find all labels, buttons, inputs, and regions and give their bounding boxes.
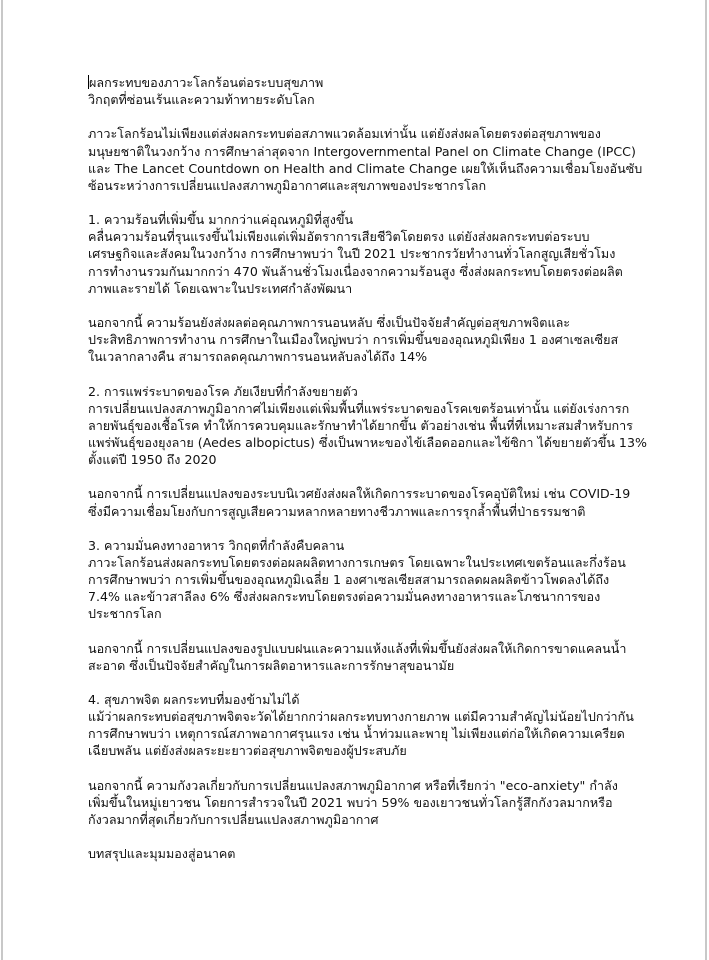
paragraph <box>88 640 688 674</box>
paragraph-line: การศึกษาพบว่า เหตุการณ์สภาพอากาศรุนแรง เช่น น้ำท่วมและพายุ ไม่เพียงแต่ก่อให้เกิดความเครียด <box>88 726 625 742</box>
section-heading: 1. ความร้อนที่เพิ่มขึ้น มากกว่าแค่อุณหภูมิที่สูงขึ้น <box>88 212 354 228</box>
section-heading: 2. การแพร่ระบาดของโรค ภัยเงียบที่กำลังขยายตัว <box>88 383 358 399</box>
paragraph <box>88 314 688 365</box>
section-heading: 4. สุขภาพจิต ผลกระทบที่มองข้ามไม่ได้ <box>88 692 300 708</box>
paragraph-line: ลายพันธุ์ของเชื้อโรค ทำให้การควบคุมและรักษาทำได้ยากขึ้น ตัวอย่างเช่น พื้นที่ที่เหมาะสมสำหรับการ <box>88 417 633 433</box>
intro-paragraph <box>88 125 688 194</box>
paragraph-line: 7.4% และข้าวสาลีลง 6% ซึ่งส่งผลกระทบโดยตรงต่อความมั่นคงทางอาหารและโภชนาการของ <box>88 589 601 605</box>
paragraph-line: นอกจากนี้ ความกังวลเกี่ยวกับการเปลี่ยนแปลงสภาพภูมิอากาศ หรือที่เรียกว่า "eco-anxiety" กำลัง <box>88 777 618 793</box>
paragraph <box>88 708 688 759</box>
paragraph-line: เศรษฐกิจและสังคมในวงกว้าง การศึกษาพบว่า ในปี 2021 ประชากรวัยทำงานทั่วโลกสูญเสียชั่วโมง <box>88 246 616 262</box>
conclusion-heading: บทสรุปและมุมมองสู่อนาคต <box>88 846 236 862</box>
paragraph-line: ประสิทธิภาพการทำงาน การศึกษาในเมืองใหญ่พบว่า การเพิ่มขึ้นของอุณหภูมิเพียง 1 องศาเซลเซียส <box>88 332 619 348</box>
paragraph-line: ประชากรโลก <box>88 606 162 622</box>
paragraph <box>88 228 688 297</box>
paragraph-line: การทำงานรวมกันมากกว่า 470 พันล้านชั่วโมงเนื่องจากความร้อนสูง ซึ่งส่งผลกระทบโดยตรงต่อผลิต <box>88 263 623 279</box>
paragraph-line: ภาพและรายได้ โดยเฉพาะในประเทศกำลังพัฒนา <box>88 280 353 296</box>
section-3 <box>88 520 688 674</box>
paragraph-line: การศึกษาพบว่า การเพิ่มขึ้นของอุณหภูมิเฉลี่ย 1 องศาเซลเซียสสามารถลดผลผลิตข้าวโพดลงได้ถึง <box>88 572 610 588</box>
paragraph-line: เฉียบพลัน แต่ยังส่งผลระยะยาวต่อสุขภาพจิตของผู้ประสบภัย <box>88 743 407 759</box>
paragraph <box>88 485 688 519</box>
paragraph-line: ซึ่งมีความเชื่อมโยงกับการสูญเสียความหลากหลายทางชีวภาพและการรุกล้ำพื้นที่ป่าธรรมชาติ <box>88 503 586 519</box>
paragraph-line: นอกจากนี้ ความร้อนยังส่งผลต่อคุณภาพการนอนหลับ ซึ่งเป็นปัจจัยสำคัญต่อสุขภาพจิตและ <box>88 314 571 330</box>
document-body[interactable] <box>88 74 688 862</box>
paragraph-line: เพิ่มขึ้นในหมู่เยาวชน โดยการสำรวจในปี 2021 พบว่า 59% ของเยาวชนทั่วโลกรู้สึกกังวลมากหรือ <box>88 794 613 810</box>
paragraph-line: แพร่พันธุ์ของยุงลาย (Aedes albopictus) ซึ่งเป็นพาหะของไข้เลือดออกและไข้ซิกา ได้ขยายตัวขึ้น 13% <box>88 434 647 450</box>
section-2 <box>88 365 688 519</box>
intro-line: ภาวะโลกร้อนไม่เพียงแต่ส่งผลกระทบต่อสภาพแวดล้อมเท่านั้น แต่ยังส่งผลโดยตรงต่อสุขภาพของ <box>88 126 601 142</box>
paragraph <box>88 777 688 828</box>
paragraph-line: ภาวะโลกร้อนส่งผลกระทบโดยตรงต่อผลผลิตทางการเกษตร โดยเฉพาะในประเทศเขตร้อนและกึ่งร้อน <box>88 554 626 570</box>
section-4 <box>88 674 688 828</box>
section-1 <box>88 194 688 365</box>
paragraph <box>88 554 688 623</box>
intro-line: ซ้อนระหว่างการเปลี่ยนแปลงสภาพภูมิอากาศและสุขภาพของประชากรโลก <box>88 177 487 193</box>
page-right-border <box>705 0 707 960</box>
paragraph-line: แม้ว่าผลกระทบต่อสุขภาพจิตจะวัดได้ยากกว่าผลกระทบทางกายภาพ แต่มีความสำคัญไม่น้อยไปกว่ากัน <box>88 709 634 725</box>
paragraph-line: ในเวลากลางคืน สามารถลดคุณภาพการนอนหลับลงได้ถึง 14% <box>88 349 428 365</box>
page-left-border <box>1 0 3 960</box>
section-heading: 3. ความมั่นคงทางอาหาร วิกฤตที่กำลังคืบคลาน <box>88 537 345 553</box>
paragraph <box>88 400 688 469</box>
intro-line: และ The Lancet Countdown on Health and Climate Change เผยให้เห็นถึงความเชื่อมโยงอันซับ <box>88 160 643 176</box>
title-line-1: ผลกระทบของภาวะโลกร้อนต่อระบบสุขภาพ <box>89 75 324 90</box>
paragraph-line: การเปลี่ยนแปลงสภาพภูมิอากาศไม่เพียงแต่เพิ่มพื้นที่แพร่ระบาดของโรคเขตร้อนเท่านั้น แต่ยังเร่งการก <box>88 400 630 416</box>
paragraph-line: ตั้งแต่ปี 1950 ถึง 2020 <box>88 452 217 468</box>
paragraph-line: นอกจากนี้ การเปลี่ยนแปลงของระบบนิเวศยังส่งผลให้เกิดการระบาดของโรคอุบัติใหม่ เช่น COVID-19 <box>88 486 631 502</box>
paragraph-line: กังวลมากที่สุดเกี่ยวกับการเปลี่ยนแปลงสภาพภูมิอากาศ <box>88 812 379 828</box>
title-line-2: วิกฤตที่ซ่อนเร้นและความท้าทายระดับโลก <box>88 92 315 108</box>
paragraph-line: คลื่นความร้อนที่รุนแรงขึ้นไม่เพียงแต่เพิ่มอัตราการเสียชีวิตโดยตรง แต่ยังส่งผลกระทบต่อระบบ <box>88 229 590 245</box>
paragraph-line: นอกจากนี้ การเปลี่ยนแปลงของรูปแบบฝนและความแห้งแล้งที่เพิ่มขึ้นยังส่งผลให้เกิดการขาดแคลนน้ำ <box>88 640 627 656</box>
paragraph-line: สะอาด ซึ่งเป็นปัจจัยสำคัญในการผลิตอาหารและการรักษาสุขอนามัย <box>88 657 455 673</box>
intro-line: มนุษยชาติในวงกว้าง การศึกษาล่าสุดจาก Intergovernmental Panel on Climate Change (IPCC) <box>88 143 636 159</box>
